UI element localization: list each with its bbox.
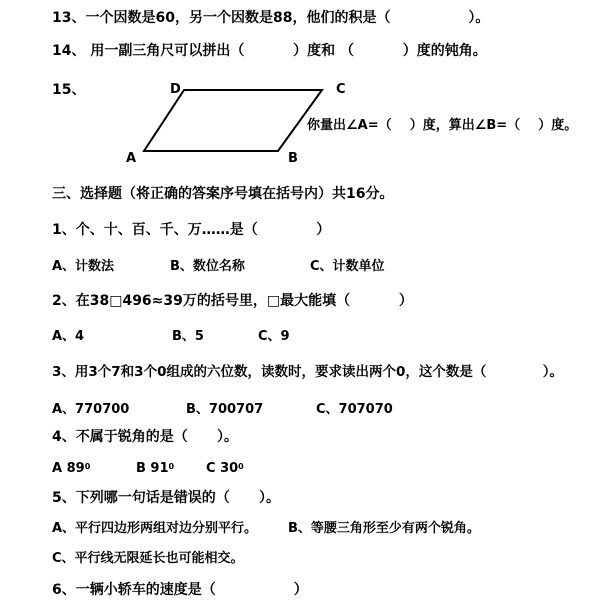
q3-option-a: A、770700 — [52, 402, 130, 417]
question-13: 13、一个因数是60，另一个因数是88，他们的积是（ ）。 — [52, 10, 490, 26]
vertex-label-a: A — [126, 151, 137, 166]
q4-option-b: B $91^0$ — [136, 461, 175, 476]
degree-mark: 0 — [238, 462, 244, 471]
q4-option-c: C $30^0$ — [206, 461, 244, 476]
q5-option-b: B、等腰三角形至少有两个锐角。 — [288, 521, 480, 536]
vertex-label-d: D — [170, 82, 181, 97]
degree-mark: 0 — [84, 462, 91, 471]
choice-question-3: 3、用3个7和3个0组成的六位数，读数时，要求读出两个0，这个数是（ ）。 — [52, 364, 564, 380]
q2-option-a: A、4 — [52, 329, 85, 344]
vertex-label-c: C — [336, 82, 346, 97]
q4-option-a: A $89^0$ — [52, 461, 91, 476]
question-14: 14、 用一副三角尺可以拼出（ ）度和 （ ）度的钝角。 — [52, 43, 487, 59]
q2-option-b: B、5 — [172, 329, 204, 344]
question-15-text: 你量出∠A=（ ）度，算出∠B=（ ）度。 — [307, 118, 578, 133]
q1-option-c: C、计数单位 — [310, 259, 385, 274]
q1-option-a: A、计数法 — [52, 259, 115, 274]
q5-option-a: A、平行四边形两组对边分别平行。 — [52, 521, 258, 536]
degree-mark: 0 — [168, 462, 175, 471]
choice-question-1: 1、个、十、百、千、万……是（ ） — [52, 222, 331, 238]
choice-question-5: 5、下列哪一句话是错误的（ ）。 — [52, 490, 280, 506]
q2-option-c: C、9 — [258, 329, 290, 344]
section-3-heading: 三、选择题（将正确的答案序号填在括号内）共16分。 — [52, 186, 394, 202]
q5-option-c: C、平行线无限延长也可能相交。 — [52, 551, 244, 566]
q3-option-c: C、707070 — [316, 402, 393, 417]
q1-option-b: B、数位名称 — [170, 259, 245, 274]
choice-question-6: 6、一辆小轿车的速度是（ ） — [52, 582, 308, 598]
choice-question-4: 4、不属于锐角的是（ ）。 — [52, 429, 238, 445]
vertex-label-b: B — [288, 151, 298, 166]
question-15-number: 15、 — [52, 82, 86, 98]
parallelogram-shape — [144, 90, 322, 151]
choice-question-2: 2、在38□496≈39万的括号里，□最大能填（ ） — [52, 293, 413, 309]
q3-option-b: B、700707 — [186, 402, 264, 417]
